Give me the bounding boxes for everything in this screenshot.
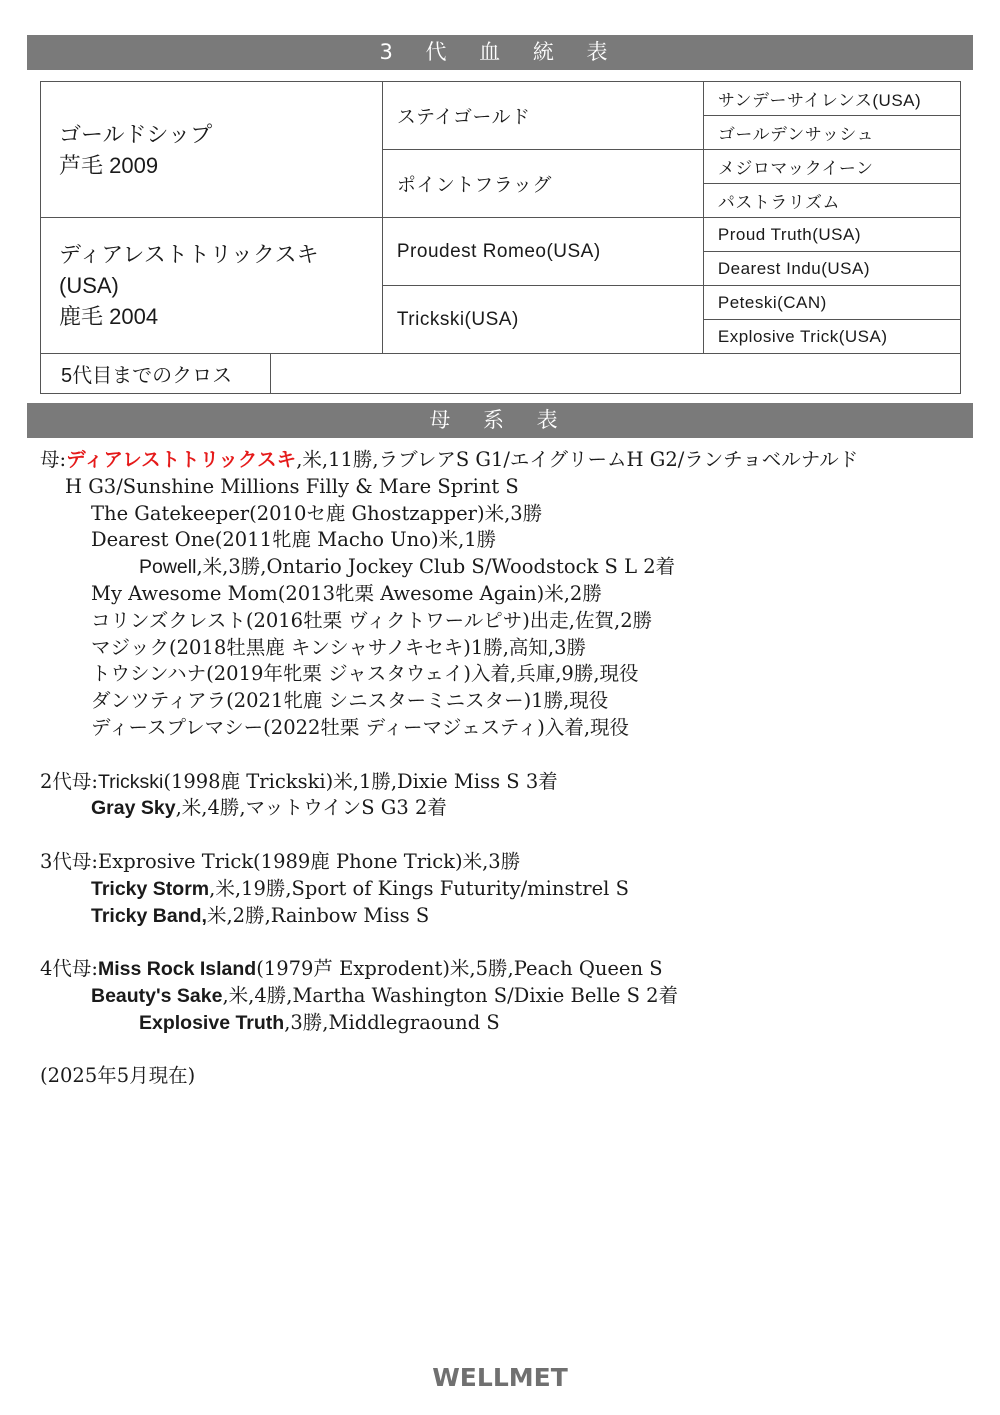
third-dam-child-record: ,米,19勝,Sport of Kings Futurity/minstrel S: [209, 876, 629, 900]
fourth-dam-grandchild-record: ,3勝,Middlegraound S: [284, 1010, 500, 1034]
sire-name: ゴールドシップ: [59, 121, 213, 147]
dam-name: ディアレストトリックスキ: [66, 449, 297, 471]
grandchild-record: ,米,3勝,Ontario Jockey Club S/Woodstock S L 2着: [196, 555, 676, 579]
second-dam-prefix: 2代母:: [40, 769, 98, 793]
second-dam-child-line: [40, 795, 980, 822]
third-dam-child-name: Tricky Storm: [91, 877, 210, 900]
third-dam-child-record: 米,2勝,Rainbow Miss S: [206, 903, 430, 927]
dam-dam-sire-cell: Peteski(CAN): [703, 286, 960, 320]
fourth-dam-prefix: 4代母:: [40, 957, 98, 981]
cross-value-cell: [271, 354, 961, 394]
dam-prefix: 母:: [40, 448, 67, 471]
fourth-dam-grandchild-name: Explosive Truth: [139, 1011, 285, 1034]
dam-name-line2: (USA): [59, 273, 119, 298]
fourth-dam-name: Miss Rock Island: [97, 958, 257, 981]
cross-label-cell: 5代目までのクロス: [41, 354, 271, 394]
sire-dam-sire-cell: メジロマックイーン: [703, 150, 960, 184]
second-dam-child-name: Gray Sky: [91, 797, 176, 820]
third-dam-child-line: [40, 876, 980, 903]
spacer: [40, 1037, 980, 1064]
sire-info: 芦毛 2009: [59, 152, 159, 178]
dam-sire-cell: Proudest Romeo(USA): [382, 218, 703, 286]
pedigree-header-bar: [27, 35, 973, 70]
offspring-line: My Awesome Mom(2013牝栗 Awesome Again)米,2勝: [91, 581, 602, 605]
pedigree-table: [40, 81, 961, 394]
grandchild-name: Powell: [139, 556, 197, 579]
second-dam-line: [40, 769, 980, 796]
dam-line: [40, 447, 980, 474]
third-dam-line: 3代母:Exprosive Trick(1989鹿 Phone Trick)米,3勝: [40, 849, 521, 873]
third-dam-child-name: Tricky Band,: [91, 904, 207, 927]
brand-logo: WELLMET: [432, 1363, 568, 1392]
dam-record: ,米,11勝,ラブレアS G1/エイグリームH G2/ランチョベルナルド: [296, 448, 859, 471]
spacer: [40, 742, 980, 769]
dam-record-cont: H G3/Sunshine Millions Filly & Mare Sprint S: [65, 474, 519, 498]
second-dam-child-record: ,米,4勝,マットウインS G3 2着: [175, 796, 447, 820]
sire-sire-sire-cell: サンデーサイレンス(USA): [703, 82, 960, 116]
fourth-dam-grandchild-line: [40, 1010, 980, 1037]
dam-name-line1: ディアレストトリックスキ: [59, 242, 319, 267]
family-header-bar: [27, 403, 973, 438]
fourth-dam-record: (1979芦 Exprodent)米,5勝,Peach Queen S: [256, 957, 663, 981]
dam-info: 鹿毛 2004: [59, 304, 159, 329]
sire-cell: [41, 82, 383, 218]
sire-sire-dam-cell: ゴールデンサッシュ: [703, 116, 960, 150]
offspring-line: コリンズクレスト(2016牡栗 ヴィクトワールピサ)出走,佐賀,2勝: [91, 608, 653, 632]
pedigree-header: 3 代 血 統 表: [379, 40, 621, 64]
offspring-line: Dearest One(2011牝鹿 Macho Uno)米,1勝: [91, 528, 497, 552]
spacer: [40, 822, 980, 849]
sire-dam-cell: ポイントフラッグ: [382, 150, 703, 218]
dam-sire-sire-cell: Proud Truth(USA): [703, 218, 960, 252]
fourth-dam-line: [40, 956, 980, 983]
sire-dam-dam-cell: パストラリズム: [703, 184, 960, 218]
sire-sire-cell: ステイゴールド: [382, 82, 703, 150]
family-header: 母 系 表: [429, 408, 571, 432]
offspring-line: The Gatekeeper(2010セ鹿 Ghostzapper)米,3勝: [91, 501, 543, 525]
second-dam-record: (1998鹿 Trickski)米,1勝,Dixie Miss S 3着: [163, 769, 558, 793]
dam-dam-dam-cell: Explosive Trick(USA): [703, 320, 960, 354]
offspring-line: トウシンハナ(2019年牝栗 ジャスタウェイ)入着,兵庫,9勝,現役: [91, 662, 639, 686]
spacer: [40, 929, 980, 956]
third-dam-child-line: [40, 903, 980, 930]
offspring-line: ディースプレマシー(2022牡栗 ディーマジェスティ)入着,現役: [91, 715, 630, 739]
fourth-dam-child-name: Beauty's Sake: [91, 984, 223, 1007]
grandchild-line: [40, 554, 980, 581]
dam-cell: [41, 218, 383, 354]
family-table: [40, 447, 980, 1090]
as-of-date: (2025年5月現在): [40, 1064, 196, 1088]
offspring-line: マジック(2018牡黒鹿 キンシャサノキセキ)1勝,高知,3勝: [91, 635, 587, 659]
offspring-line: ダンツティアラ(2021牝鹿 シニスターミニスター)1勝,現役: [91, 689, 609, 713]
second-dam-name: Trickski: [97, 770, 164, 793]
dam-sire-dam-cell: Dearest Indu(USA): [703, 252, 960, 286]
fourth-dam-child-line: [40, 983, 980, 1010]
dam-dam-cell: Trickski(USA): [382, 286, 703, 354]
fourth-dam-child-record: ,米,4勝,Martha Washington S/Dixie Belle S 2着: [222, 983, 679, 1007]
